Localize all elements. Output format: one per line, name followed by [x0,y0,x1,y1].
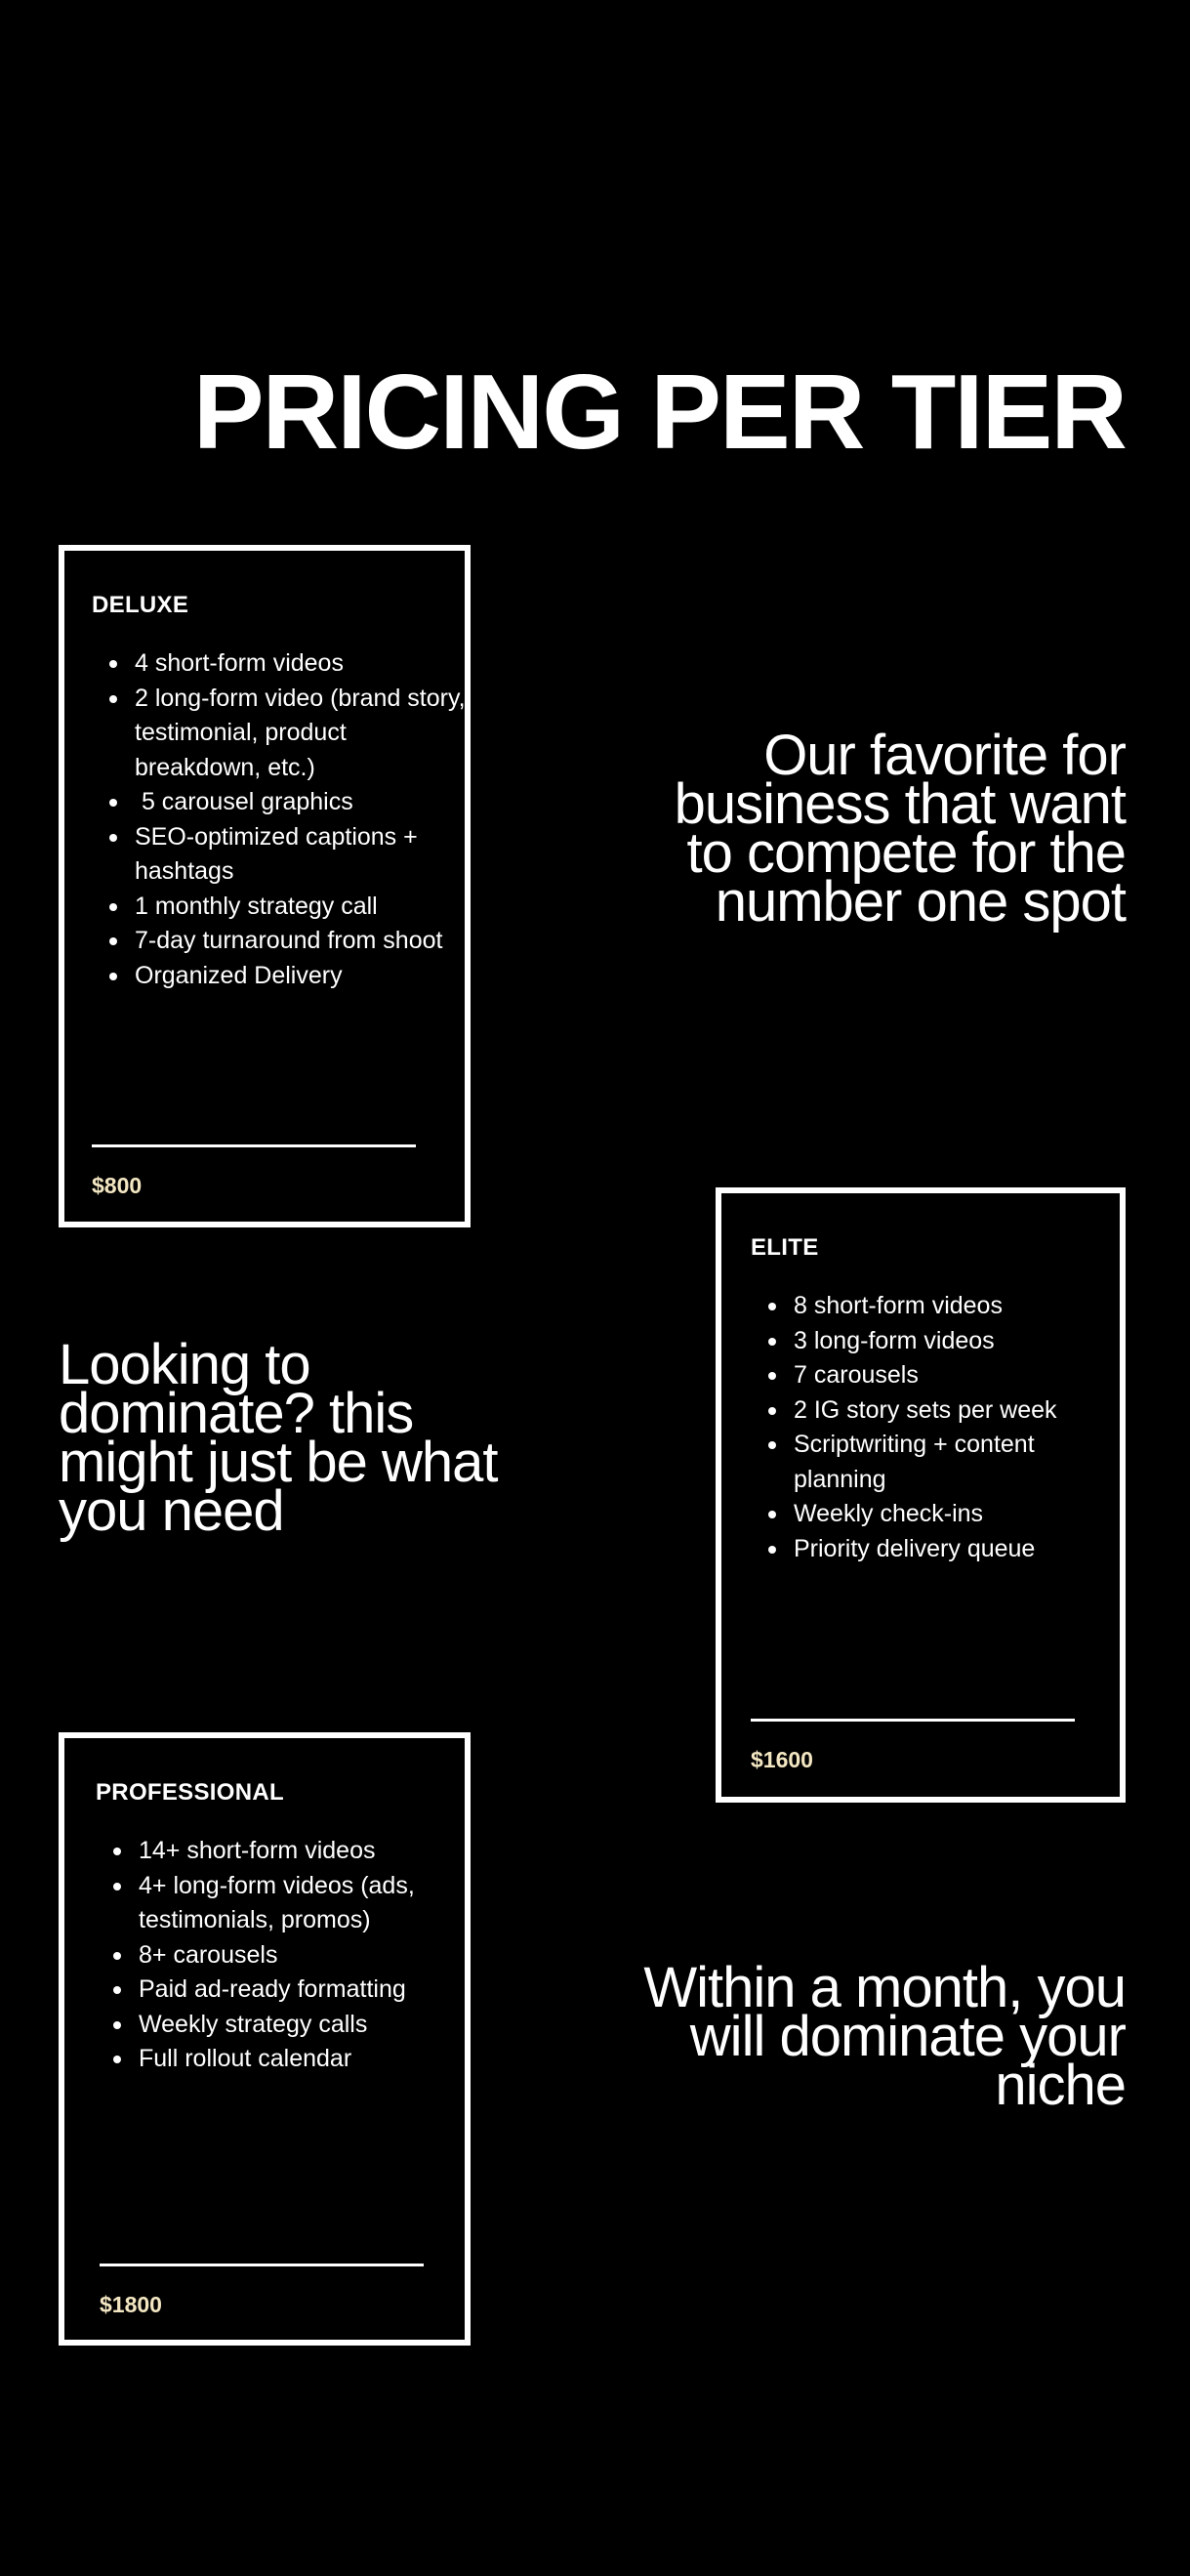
tier-name: PROFESSIONAL [96,1779,284,1806]
list-item: Full rollout calendar [139,2042,461,2077]
list-item: 14+ short-form videos [139,1834,461,1869]
tier-card-professional [59,1732,471,2346]
list-item: 8+ carousels [139,1938,461,1974]
price-divider [751,1719,1075,1722]
price-divider [100,2264,424,2266]
list-item: SEO-optimized captions + hashtags [135,820,467,890]
list-item: 2 IG story sets per week [794,1393,1116,1429]
tagline-deluxe: Our favorite for business that want to compete for the number one spot [674,724,1126,934]
feature-list [751,1289,1116,1566]
list-item: Priority delivery queue [794,1532,1116,1567]
list-item: Paid ad-ready formatting [139,1973,461,2008]
list-item: 5 carousel graphics [135,785,467,820]
list-item: 2 long-form video (brand story, testimonial, product breakdown, etc.) [135,682,467,786]
list-item: 7 carousels [794,1358,1116,1393]
list-item: 7-day turnaround from shoot [135,924,467,959]
tier-card-deluxe [59,545,471,1227]
list-item: 8 short-form videos [794,1289,1116,1324]
price-divider [92,1144,416,1147]
tier-name: DELUXE [92,592,189,618]
list-item: Weekly strategy calls [139,2008,461,2043]
tagline-elite: Looking to dominate? this might just be what you need [59,1333,498,1543]
list-item: Organized Delivery [135,959,467,994]
list-item: 1 monthly strategy call [135,890,467,925]
feature-list [92,646,467,993]
list-item: 4 short-form videos [135,646,467,682]
tier-card-elite [716,1187,1126,1803]
list-item: 3 long-form videos [794,1324,1116,1359]
page-title: PRICING PER TIER [192,353,1126,472]
price-label: $1800 [100,2292,162,2317]
feature-list [96,1834,461,2077]
list-item: Weekly check-ins [794,1497,1116,1532]
tagline-professional: Within a month, you will dominate your niche [643,1956,1126,2117]
price-label: $1600 [751,1747,813,1772]
list-item: 4+ long-form videos (ads, testimonials, promos) [139,1869,461,1938]
price-label: $800 [92,1173,143,1198]
tier-name: ELITE [751,1234,819,1261]
list-item: Scriptwriting + content planning [794,1428,1116,1497]
